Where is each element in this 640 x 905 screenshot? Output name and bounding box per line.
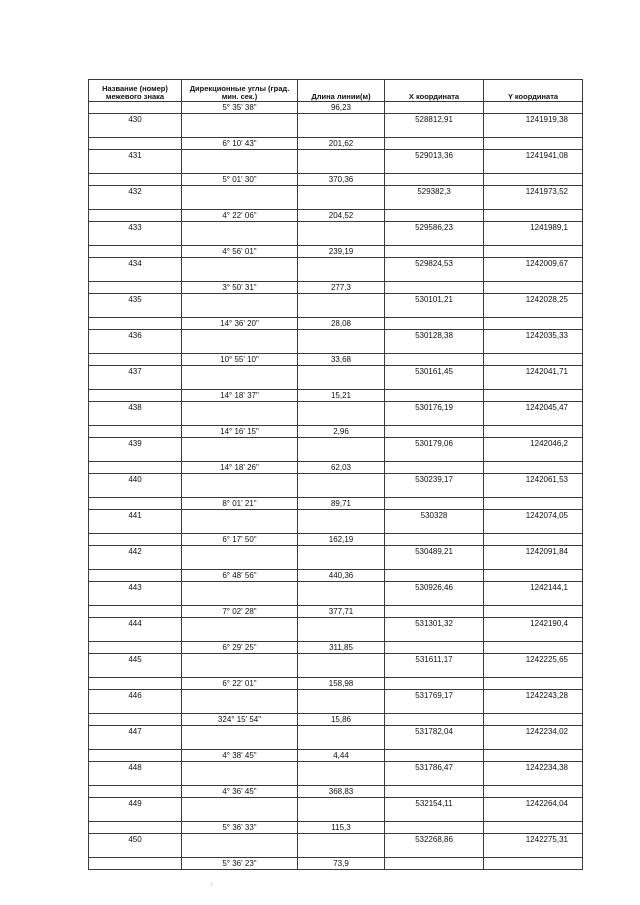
x-coordinate-cell: 531301,32 xyxy=(385,618,484,642)
direction-angle-cell xyxy=(182,438,298,462)
x-coordinate-cell xyxy=(385,786,484,798)
marker-name-cell: 432 xyxy=(89,186,182,210)
direction-angle-cell xyxy=(182,114,298,138)
x-coordinate-cell xyxy=(385,210,484,222)
direction-angle-cell: 5° 35' 38" xyxy=(182,102,298,114)
x-coordinate-cell: 529586,23 xyxy=(385,222,484,246)
scan-speck xyxy=(211,884,212,885)
direction-angle-cell: 324° 15' 54" xyxy=(182,714,298,726)
table-header-row xyxy=(89,80,583,102)
segment-row xyxy=(89,534,583,546)
x-coordinate-cell xyxy=(385,822,484,834)
direction-angle-cell: 5° 36' 33" xyxy=(182,822,298,834)
direction-angle-cell xyxy=(182,546,298,570)
line-length-cell xyxy=(298,438,385,462)
marker-row xyxy=(89,330,583,354)
marker-row xyxy=(89,798,583,822)
line-length-cell xyxy=(298,366,385,390)
segment-row xyxy=(89,606,583,618)
line-length-cell: 15,86 xyxy=(298,714,385,726)
direction-angle-cell: 8° 01' 21" xyxy=(182,498,298,510)
marker-name-cell xyxy=(89,354,182,366)
marker-name-cell: 449 xyxy=(89,798,182,822)
y-coordinate-cell xyxy=(484,534,583,546)
x-coordinate-cell xyxy=(385,390,484,402)
marker-name-cell: 439 xyxy=(89,438,182,462)
line-length-cell: 15,21 xyxy=(298,390,385,402)
y-coordinate-cell xyxy=(484,750,583,762)
marker-row xyxy=(89,654,583,678)
marker-name-cell: 434 xyxy=(89,258,182,282)
x-coordinate-cell xyxy=(385,246,484,258)
marker-row xyxy=(89,690,583,714)
x-coordinate-cell: 530239,17 xyxy=(385,474,484,498)
line-length-cell xyxy=(298,186,385,210)
header-x-coordinate: X координата xyxy=(385,80,484,102)
marker-name-cell xyxy=(89,642,182,654)
marker-name-cell xyxy=(89,102,182,114)
y-coordinate-cell: 1241919,38 xyxy=(484,114,583,138)
segment-row xyxy=(89,642,583,654)
x-coordinate-cell xyxy=(385,354,484,366)
x-coordinate-cell: 531769,17 xyxy=(385,690,484,714)
y-coordinate-cell: 1242225,65 xyxy=(484,654,583,678)
marker-name-cell: 433 xyxy=(89,222,182,246)
y-coordinate-cell xyxy=(484,318,583,330)
marker-name-cell: 437 xyxy=(89,366,182,390)
x-coordinate-cell xyxy=(385,282,484,294)
y-coordinate-cell: 1242264,04 xyxy=(484,798,583,822)
y-coordinate-cell xyxy=(484,858,583,870)
x-coordinate-cell xyxy=(385,462,484,474)
x-coordinate-cell: 530489,21 xyxy=(385,546,484,570)
x-coordinate-cell xyxy=(385,318,484,330)
direction-angle-cell xyxy=(182,330,298,354)
y-coordinate-cell: 1242061,53 xyxy=(484,474,583,498)
line-length-cell: 368,83 xyxy=(298,786,385,798)
segment-row xyxy=(89,678,583,690)
line-length-cell xyxy=(298,582,385,606)
direction-angle-cell xyxy=(182,726,298,750)
marker-name-cell xyxy=(89,750,182,762)
direction-angle-cell: 4° 22' 06" xyxy=(182,210,298,222)
y-coordinate-cell xyxy=(484,786,583,798)
marker-name-cell xyxy=(89,210,182,222)
marker-name-cell: 446 xyxy=(89,690,182,714)
direction-angle-cell xyxy=(182,150,298,174)
marker-row xyxy=(89,726,583,750)
y-coordinate-cell: 1241941,08 xyxy=(484,150,583,174)
line-length-cell: 28,08 xyxy=(298,318,385,330)
segment-row xyxy=(89,714,583,726)
line-length-cell xyxy=(298,114,385,138)
y-coordinate-cell xyxy=(484,282,583,294)
x-coordinate-cell: 530161,45 xyxy=(385,366,484,390)
marker-row xyxy=(89,618,583,642)
line-length-cell: 96,23 xyxy=(298,102,385,114)
direction-angle-cell: 4° 38' 45" xyxy=(182,750,298,762)
marker-name-cell xyxy=(89,246,182,258)
x-coordinate-cell xyxy=(385,102,484,114)
marker-name-cell: 436 xyxy=(89,330,182,354)
line-length-cell xyxy=(298,402,385,426)
survey-coordinates-table xyxy=(88,79,583,870)
segment-row xyxy=(89,318,583,330)
direction-angle-cell: 6° 29' 25" xyxy=(182,642,298,654)
x-coordinate-cell: 530128,38 xyxy=(385,330,484,354)
direction-angle-cell xyxy=(182,186,298,210)
marker-name-cell xyxy=(89,498,182,510)
line-length-cell xyxy=(298,618,385,642)
segment-row xyxy=(89,570,583,582)
segment-row xyxy=(89,102,583,114)
segment-row xyxy=(89,786,583,798)
y-coordinate-cell: 1242041,71 xyxy=(484,366,583,390)
x-coordinate-cell: 531786,47 xyxy=(385,762,484,786)
x-coordinate-cell xyxy=(385,642,484,654)
direction-angle-cell xyxy=(182,690,298,714)
y-coordinate-cell: 1242074,05 xyxy=(484,510,583,534)
segment-row xyxy=(89,174,583,186)
direction-angle-cell xyxy=(182,294,298,318)
direction-angle-cell: 3° 50' 31" xyxy=(182,282,298,294)
marker-row xyxy=(89,186,583,210)
x-coordinate-cell: 528812,91 xyxy=(385,114,484,138)
x-coordinate-cell xyxy=(385,138,484,150)
direction-angle-cell: 5° 01' 30" xyxy=(182,174,298,186)
y-coordinate-cell xyxy=(484,642,583,654)
segment-row xyxy=(89,210,583,222)
x-coordinate-cell xyxy=(385,858,484,870)
segment-row xyxy=(89,354,583,366)
x-coordinate-cell: 530176,19 xyxy=(385,402,484,426)
y-coordinate-cell: 1242045,47 xyxy=(484,402,583,426)
direction-angle-cell: 14° 16' 15" xyxy=(182,426,298,438)
direction-angle-cell xyxy=(182,474,298,498)
direction-angle-cell xyxy=(182,654,298,678)
marker-row xyxy=(89,150,583,174)
x-coordinate-cell xyxy=(385,678,484,690)
marker-name-cell xyxy=(89,426,182,438)
direction-angle-cell xyxy=(182,366,298,390)
line-length-cell xyxy=(298,258,385,282)
marker-name-cell: 435 xyxy=(89,294,182,318)
marker-name-cell xyxy=(89,606,182,618)
segment-row xyxy=(89,426,583,438)
segment-row xyxy=(89,858,583,870)
direction-angle-cell: 6° 10' 43" xyxy=(182,138,298,150)
y-coordinate-cell: 1242009,67 xyxy=(484,258,583,282)
marker-row xyxy=(89,366,583,390)
y-coordinate-cell: 1242144,1 xyxy=(484,582,583,606)
y-coordinate-cell xyxy=(484,462,583,474)
y-coordinate-cell: 1241973,52 xyxy=(484,186,583,210)
direction-angle-cell: 6° 48' 56" xyxy=(182,570,298,582)
x-coordinate-cell: 531611,17 xyxy=(385,654,484,678)
marker-name-cell xyxy=(89,462,182,474)
marker-row xyxy=(89,762,583,786)
line-length-cell xyxy=(298,294,385,318)
x-coordinate-cell: 532154,11 xyxy=(385,798,484,822)
x-coordinate-cell: 530101,21 xyxy=(385,294,484,318)
y-coordinate-cell xyxy=(484,714,583,726)
y-coordinate-cell xyxy=(484,426,583,438)
x-coordinate-cell xyxy=(385,606,484,618)
marker-name-cell xyxy=(89,822,182,834)
x-coordinate-cell xyxy=(385,426,484,438)
marker-row xyxy=(89,294,583,318)
header-y-coordinate: Y координата xyxy=(484,80,583,102)
direction-angle-cell: 6° 22' 01" xyxy=(182,678,298,690)
direction-angle-cell xyxy=(182,798,298,822)
direction-angle-cell: 14° 18' 37" xyxy=(182,390,298,402)
segment-row xyxy=(89,282,583,294)
y-coordinate-cell xyxy=(484,102,583,114)
direction-angle-cell xyxy=(182,834,298,858)
x-coordinate-cell xyxy=(385,750,484,762)
line-length-cell: 440,36 xyxy=(298,570,385,582)
line-length-cell: 239,19 xyxy=(298,246,385,258)
segment-row xyxy=(89,462,583,474)
segment-row xyxy=(89,498,583,510)
line-length-cell: 62,03 xyxy=(298,462,385,474)
marker-name-cell: 447 xyxy=(89,726,182,750)
x-coordinate-cell: 530328 xyxy=(385,510,484,534)
y-coordinate-cell: 1242275,31 xyxy=(484,834,583,858)
direction-angle-cell: 5° 36' 23" xyxy=(182,858,298,870)
header-marker-name: Название (номер) межевого знака xyxy=(89,80,182,102)
line-length-cell: 370,36 xyxy=(298,174,385,186)
marker-name-cell: 441 xyxy=(89,510,182,534)
marker-name-cell: 438 xyxy=(89,402,182,426)
line-length-cell: 204,52 xyxy=(298,210,385,222)
marker-name-cell xyxy=(89,318,182,330)
marker-name-cell xyxy=(89,858,182,870)
direction-angle-cell xyxy=(182,222,298,246)
x-coordinate-cell: 529013,36 xyxy=(385,150,484,174)
line-length-cell xyxy=(298,510,385,534)
x-coordinate-cell xyxy=(385,714,484,726)
marker-name-cell: 431 xyxy=(89,150,182,174)
marker-name-cell: 442 xyxy=(89,546,182,570)
line-length-cell xyxy=(298,654,385,678)
line-length-cell: 115,3 xyxy=(298,822,385,834)
y-coordinate-cell: 1242234,02 xyxy=(484,726,583,750)
y-coordinate-cell: 1242028,25 xyxy=(484,294,583,318)
marker-row xyxy=(89,258,583,282)
x-coordinate-cell: 529382,3 xyxy=(385,186,484,210)
segment-row xyxy=(89,750,583,762)
marker-row xyxy=(89,582,583,606)
line-length-cell: 73,9 xyxy=(298,858,385,870)
y-coordinate-cell: 1242243,28 xyxy=(484,690,583,714)
marker-name-cell: 443 xyxy=(89,582,182,606)
line-length-cell: 201,62 xyxy=(298,138,385,150)
marker-name-cell xyxy=(89,786,182,798)
line-length-cell xyxy=(298,474,385,498)
y-coordinate-cell xyxy=(484,246,583,258)
y-coordinate-cell: 1242046,2 xyxy=(484,438,583,462)
y-coordinate-cell: 1241989,1 xyxy=(484,222,583,246)
marker-name-cell: 444 xyxy=(89,618,182,642)
line-length-cell: 311,85 xyxy=(298,642,385,654)
marker-row xyxy=(89,834,583,858)
y-coordinate-cell: 1242234,38 xyxy=(484,762,583,786)
y-coordinate-cell: 1242190,4 xyxy=(484,618,583,642)
x-coordinate-cell: 530926,46 xyxy=(385,582,484,606)
y-coordinate-cell xyxy=(484,138,583,150)
direction-angle-cell xyxy=(182,402,298,426)
marker-name-cell xyxy=(89,138,182,150)
marker-name-cell xyxy=(89,678,182,690)
x-coordinate-cell: 532268,86 xyxy=(385,834,484,858)
marker-row xyxy=(89,222,583,246)
line-length-cell xyxy=(298,546,385,570)
line-length-cell xyxy=(298,330,385,354)
y-coordinate-cell: 1242035,33 xyxy=(484,330,583,354)
x-coordinate-cell: 530179,06 xyxy=(385,438,484,462)
line-length-cell xyxy=(298,222,385,246)
x-coordinate-cell xyxy=(385,498,484,510)
line-length-cell: 162,19 xyxy=(298,534,385,546)
segment-row xyxy=(89,138,583,150)
marker-name-cell xyxy=(89,714,182,726)
direction-angle-cell: 4° 36' 45" xyxy=(182,786,298,798)
y-coordinate-cell xyxy=(484,606,583,618)
header-line-length: Длина линии(м) xyxy=(298,80,385,102)
direction-angle-cell: 4° 56' 01" xyxy=(182,246,298,258)
direction-angle-cell: 7° 02' 28" xyxy=(182,606,298,618)
y-coordinate-cell xyxy=(484,678,583,690)
line-length-cell xyxy=(298,762,385,786)
x-coordinate-cell xyxy=(385,534,484,546)
marker-name-cell: 450 xyxy=(89,834,182,858)
marker-name-cell: 440 xyxy=(89,474,182,498)
y-coordinate-cell xyxy=(484,570,583,582)
line-length-cell: 4,44 xyxy=(298,750,385,762)
line-length-cell: 277,3 xyxy=(298,282,385,294)
line-length-cell: 158,98 xyxy=(298,678,385,690)
y-coordinate-cell xyxy=(484,210,583,222)
marker-name-cell xyxy=(89,534,182,546)
marker-row xyxy=(89,546,583,570)
marker-name-cell: 448 xyxy=(89,762,182,786)
header-direction-angle: Дирекционные углы (град. мин. сек.) xyxy=(182,80,298,102)
marker-name-cell xyxy=(89,570,182,582)
marker-row xyxy=(89,114,583,138)
segment-row xyxy=(89,390,583,402)
direction-angle-cell: 10° 55' 10" xyxy=(182,354,298,366)
line-length-cell xyxy=(298,834,385,858)
line-length-cell: 33,68 xyxy=(298,354,385,366)
line-length-cell: 377,71 xyxy=(298,606,385,618)
line-length-cell xyxy=(298,798,385,822)
line-length-cell xyxy=(298,150,385,174)
direction-angle-cell: 14° 36' 20" xyxy=(182,318,298,330)
marker-row xyxy=(89,510,583,534)
x-coordinate-cell xyxy=(385,570,484,582)
y-coordinate-cell xyxy=(484,174,583,186)
direction-angle-cell xyxy=(182,618,298,642)
table-body xyxy=(89,102,583,870)
direction-angle-cell xyxy=(182,258,298,282)
marker-name-cell: 445 xyxy=(89,654,182,678)
segment-row xyxy=(89,246,583,258)
y-coordinate-cell xyxy=(484,354,583,366)
line-length-cell: 2,96 xyxy=(298,426,385,438)
direction-angle-cell xyxy=(182,762,298,786)
direction-angle-cell xyxy=(182,510,298,534)
y-coordinate-cell xyxy=(484,390,583,402)
x-coordinate-cell: 529824,53 xyxy=(385,258,484,282)
direction-angle-cell: 14° 18' 26" xyxy=(182,462,298,474)
y-coordinate-cell: 1242091,84 xyxy=(484,546,583,570)
marker-name-cell xyxy=(89,282,182,294)
x-coordinate-cell xyxy=(385,174,484,186)
marker-name-cell xyxy=(89,174,182,186)
y-coordinate-cell xyxy=(484,822,583,834)
segment-row xyxy=(89,822,583,834)
direction-angle-cell xyxy=(182,582,298,606)
marker-row xyxy=(89,474,583,498)
marker-name-cell: 430 xyxy=(89,114,182,138)
y-coordinate-cell xyxy=(484,498,583,510)
direction-angle-cell: 6° 17' 50" xyxy=(182,534,298,546)
line-length-cell xyxy=(298,726,385,750)
marker-row xyxy=(89,438,583,462)
marker-row xyxy=(89,402,583,426)
x-coordinate-cell: 531782,04 xyxy=(385,726,484,750)
marker-name-cell xyxy=(89,390,182,402)
line-length-cell xyxy=(298,690,385,714)
line-length-cell: 89,71 xyxy=(298,498,385,510)
